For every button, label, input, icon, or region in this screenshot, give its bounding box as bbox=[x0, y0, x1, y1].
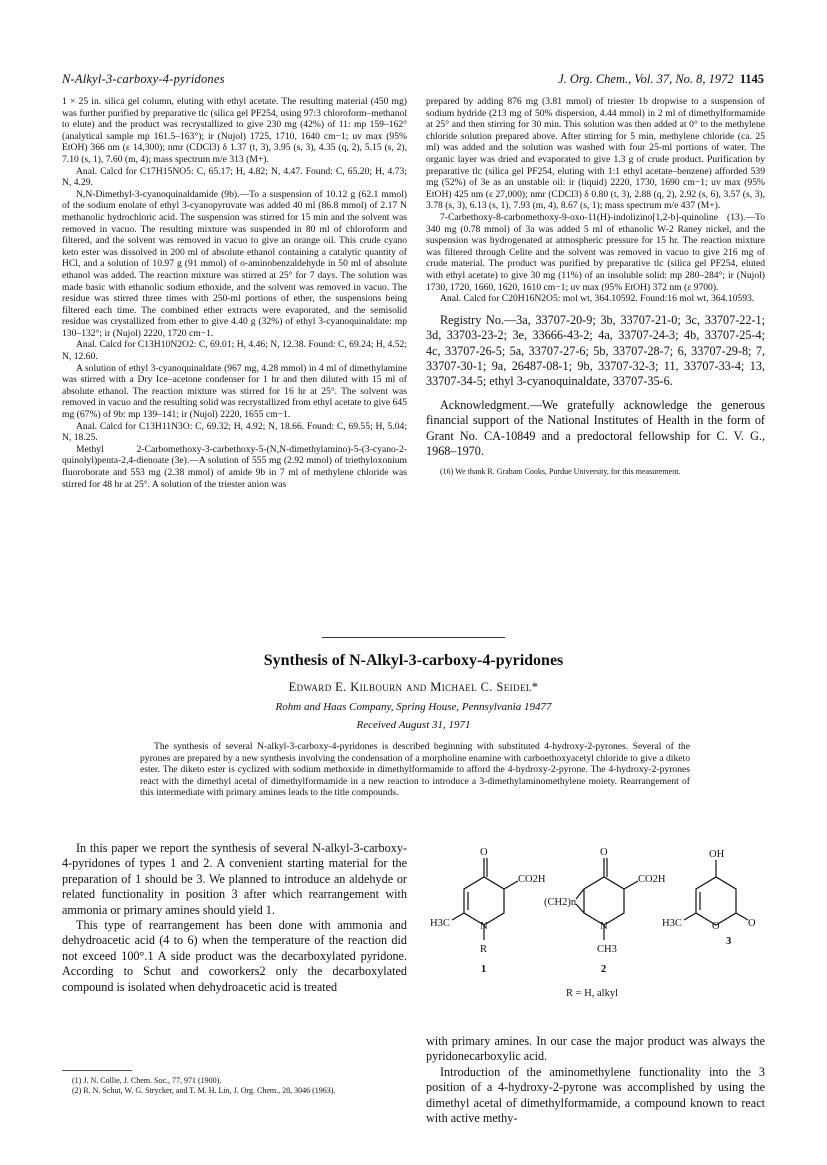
compound-number-3: 3 bbox=[726, 936, 732, 947]
footnote-rule bbox=[62, 1070, 132, 1071]
pyridone-ring-2 bbox=[584, 877, 624, 925]
paragraph: In this paper we report the synthesis of several N-alkyl-3-carboxy-4-pyridones of types 1 and 2. A convenient starting material for the preparation of 1 should be 3. We planned to introduce an aldehyde or related functionality in position 3 after which rearrangement with ammonia or primary amines should yield 1. bbox=[62, 841, 407, 917]
c3-ring-oxygen: O bbox=[712, 921, 720, 932]
c1-oxygen: O bbox=[480, 847, 488, 858]
paragraph: with primary amines. In our case the major product was always the pyridonecarboxylic acid. bbox=[426, 1034, 765, 1064]
c1-methyl: H3C bbox=[430, 918, 450, 929]
c2-oxygen: O bbox=[600, 847, 608, 858]
body-right-column bbox=[426, 1034, 765, 1126]
substituent-legend: R = H, alkyl bbox=[566, 988, 619, 999]
footnote: (2) R. N. Schut, W. G. Strycker, and T. M. H. Lin, J. Org. Chem., 28, 3046 (1963). bbox=[72, 1086, 336, 1095]
c1-acid: CO2H bbox=[518, 874, 546, 885]
journal-name: J. Org. Chem., Vol. 37, No. 8, 1972 bbox=[558, 72, 734, 86]
c1-substituent: R bbox=[480, 944, 488, 955]
section-divider bbox=[322, 637, 505, 638]
c2-acid: CO2H bbox=[638, 874, 666, 885]
structure-scheme bbox=[426, 844, 765, 1024]
pyrone-ring-3 bbox=[696, 877, 736, 925]
c3-methyl: H3C bbox=[662, 918, 682, 929]
page-number: 1145 bbox=[739, 72, 764, 86]
experimental-right-column bbox=[426, 96, 765, 477]
compound-number-2: 2 bbox=[601, 964, 607, 975]
footnotes bbox=[62, 1076, 407, 1096]
c1-nitrogen: N bbox=[480, 921, 488, 932]
c2-methyl: CH3 bbox=[597, 944, 617, 955]
c3-hydroxyl: OH bbox=[709, 849, 725, 860]
paragraph: Methyl 2-Carbomethoxy-3-carbethoxy-5-(N,N-dimethylamino)-5-(3-cyano-2-quinolyl)penta-2,4-dienoate (3e).—A solution of 555 mg (2.92 mmol) of triethyloxonium fluoroborate and 553 mg (2.38 mmol) of amide 9b in 7 ml of methylene chloride was stirred for 48 hr at 25°. A solution of the triester anion was bbox=[62, 443, 407, 490]
footnote: (16) We thank R. Graham Cooks, Purdue University, for this measurement. bbox=[440, 467, 681, 477]
footnote: (1) J. N. Collie, J. Chem. Soc., 77, 971 (1900). bbox=[72, 1076, 222, 1085]
experimental-left-column bbox=[62, 96, 407, 490]
paragraph: Anal. Calcd for C17H15NO5: C, 65.17; H, 4.82; N, 4.47. Found: C, 65.20; H, 4.73; N, 4.29. bbox=[62, 165, 407, 189]
article-affiliation: Rohm and Haas Company, Spring House, Pennsylvania 19477 bbox=[275, 701, 552, 713]
pyridone-ring-1 bbox=[464, 877, 504, 925]
body-left-column bbox=[62, 841, 407, 995]
paragraph: This type of rearrangement has been done with ammonia and dehydroacetic acid (4 to 6) when the temperature of the reaction did not exceed 100°.1 A side product was the decarboxylated pyridone. According to Schut and coworkers2 only the decarboxylated compound is isolated when dehydroacetic acid is treated bbox=[62, 918, 407, 994]
c2-nitrogen: N bbox=[600, 921, 608, 932]
running-head: N-Alkyl-3-carboxy-4-pyridones bbox=[62, 72, 225, 86]
paragraph: 7-Carbethoxy-8-carbomethoxy-9-oxo-11(H)-indolizino[1,2-b]-quinoline (13).—To 340 mg (0.78 mmol) of 3a was added 5 ml of ethanolic W-2 Raney nickel, and the suspension was hydrogenated at atmospheric pressure for 15 hr. The reaction mixture was filtered through Celite and the solvent was removed in vacuo to give 216 mg of crude material. The product was purified by preparative tlc (silica gel PF254, eluted with ethyl acetate) to give 30 mg (11%) of an insoluble solid: mp 280–284°; ir (Nujol) 1730, 1720, 1660, 1620, 1610 cm−1; uv max (95% EtOH) 372 nm (ε 9700). bbox=[426, 211, 765, 293]
c2-ring: (CH2)n bbox=[544, 897, 577, 908]
journal-citation bbox=[558, 72, 764, 87]
registry-numbers: Registry No.—3a, 33707-20-9; 3b, 33707-21-0; 3c, 33707-22-1; 3d, 33703-23-2; 3e, 33666-43-2; 4a, 33707-24-3; 4b, 33707-25-4; 4c, 33707-26-5; 5a, 33707-27-6; 5b, 33707-28-7; 6, 33707-29-8; 7, 33707-30-1; 9a, 26487-08-1; 9b, 33707-32-3; 11, 33707-33-4; 13, 33707-34-5; ethyl 3-cyanoquinaldate, 33707-35-6. bbox=[426, 312, 765, 389]
paragraph: 1 × 25 in. silica gel column, eluting with ethyl acetate. The resulting material (450 mg) was further purified by preparative tlc (silica gel PF254, using 97:3 chloroform–methanol to elute) and the product was recrystallized to give 230 mg (42%) of 11: mp 159–162° (analytical sample mp 161.5–163°); ir (Nujol) 1725, 1710, 1640 cm−1; uv max (95% EtOH) 366 nm (ε 14,300); nmr (CDCl3) δ 1.37 (t, 3), 3.95 (s, 3), 4.35 (q, 2), 5.15 (s, 2), 7.10 (s, 1), 7.60 (m, 4); mass spectrum m/e 313 (M+). bbox=[62, 96, 407, 165]
paragraph: A solution of ethyl 3-cyanoquinaldate (967 mg, 4.28 mmol) in 4 ml of dimethylamine was stirred with a Dry Ice–acetone condenser for 1 hr and then diluted with 15 ml of absolute ethanol. The reaction mixture was stirred for 16 hr at 25°. The solvent was removed in vacuo and the resulting solid was recrystallized from ethyl acetate to give 645 mg (67%) of 9b: mp 139–141; ir (Nujol) 2220, 1655 cm−1. bbox=[62, 362, 407, 421]
paragraph: N,N-Dimethyl-3-cyanoquinaldamide (9b).—To a suspension of 10.12 g (62.1 mmol) of the sodium enolate of ethyl 3-cyanopyruvate was added 40 ml (86.8 mmol) of 2.17 N methanolic hydrochloric acid. The suspension was stirred for 15 min and the solvent was removed in vacuo. The resulting mixture was suspended in 80 ml of chloroform and filtered, and the solvent was removed in vacuo to give an orange oil. This crude cyano keto ester was dissolved in 200 ml of absolute ethanol containing a catalytic quantity of HCl, and a solution of 10.97 g (91 mmol) of o-aminobenzaldehyde in 50 ml of absolute ethanol was added. The reaction mixture was stirred at 25° for 7 days. The solution was made basic with ethanolic sodium ethoxide, and the solvent was removed in vacuo. The residue was stirred three times with 250-ml portions of ether, the suspensions being filtered each time. The combined ether extracts were evaporated, and the semisolid residue was crystallized from ether to give 4.40 g (32%) of ethyl 3-cyanoquinaldate: mp 130–132°; ir (Nujol) 2220, 1720 cm−1. bbox=[62, 188, 407, 339]
c3-carbonyl-oxygen: O bbox=[748, 918, 756, 929]
article-authors: Edward E. Kilbourn and Michael C. Seidel* bbox=[288, 680, 539, 694]
abstract: The synthesis of several N-alkyl-3-carboxy-4-pyridones is described beginning with substituted 4-hydroxy-2-pyrones. Several of the pyrones are prepared by a new synthesis involving the condensation of a morpholine enamine with carboethoxyacetyl chloride to give a diketo ester. The diketo ester is cyclized with sodium methoxide in dimethylformamide to afford the 4-hydroxy-2-pyrone. The 4-hydroxy-2-pyrones react with the dimethyl acetal of dimethylformamide in a new reaction to introduce a 3-dimethylaminomethylene moiety. Rearrangement of this intermediate with primary amines leads to the title compounds. bbox=[140, 741, 690, 799]
acknowledgment: Acknowledgment.—We gratefully acknowledge the generous financial support of the National Institutes of Health in the form of Grant No. CA-10849 and a predoctoral fellowship for C. V. G., 1968–1970. bbox=[426, 397, 765, 458]
paragraph: Anal. Calcd for C20H16N2O5: mol wt, 364.10592. Found:16 mol wt, 364.10593. bbox=[440, 293, 755, 305]
received-date: Received August 31, 1971 bbox=[356, 719, 471, 731]
paragraph: Anal. Calcd for C13H11N3O: C, 69.32; H, 4.92; N, 18.66. Found: C, 69.55; H, 5.04; N, 18.25. bbox=[62, 420, 407, 444]
paragraph: prepared by adding 876 mg (3.81 mmol) of triester 1b dropwise to a suspension of sodium hydride (213 mg of 50% dispersion, 4.44 mmol) in 2 ml of dimethylformamide at 25° and then stirring for 30 min. This solution was then added at 0° to the methylene chloride solution prepared above. After stirring for 5 min, methylene chloride (ca. 25 ml) was added and the solution was washed with four 25-ml portions of water. The organic layer was dried and evaporated to give 1.3 g of crude product. Purification by preparative tlc (silica gel PF254, eluting with 1:1 ethyl acetate–benzene) afforded 539 mg (52%) of 3e as an unstable oil: ir (liquid) 2220, 1730, 1690 cm−1; uv max (95% EtOH) 425 nm (ε 27,000); nmr (CDCl3) δ 0.80 (t, 3), 2.88 (q, 2), 2.92 (s, 6), 3.57 (s, 3), 3.78 (s, 3), 6.13 (s, 1), 7.93 (m, 4), 8.67 (s, 1); mass spectrum m/e 437 (M+). bbox=[426, 96, 765, 212]
paragraph: Introduction of the aminomethylene functionality into the 3 position of a 4-hydroxy-2-pyrone was accomplished by using the dimethyl acetal of dimethylformamide, a compound known to react with active methy- bbox=[426, 1064, 765, 1126]
paragraph: Anal. Calcd for C13H10N2O2: C, 69.01; H, 4.46; N, 12.38. Found: C, 69.24; H, 4.52; N, 12.60. bbox=[62, 339, 407, 363]
chemical-structures bbox=[426, 844, 765, 1024]
article-title: Synthesis of N-Alkyl-3-carboxy-4-pyridones bbox=[263, 652, 564, 669]
compound-number-1: 1 bbox=[481, 964, 487, 975]
